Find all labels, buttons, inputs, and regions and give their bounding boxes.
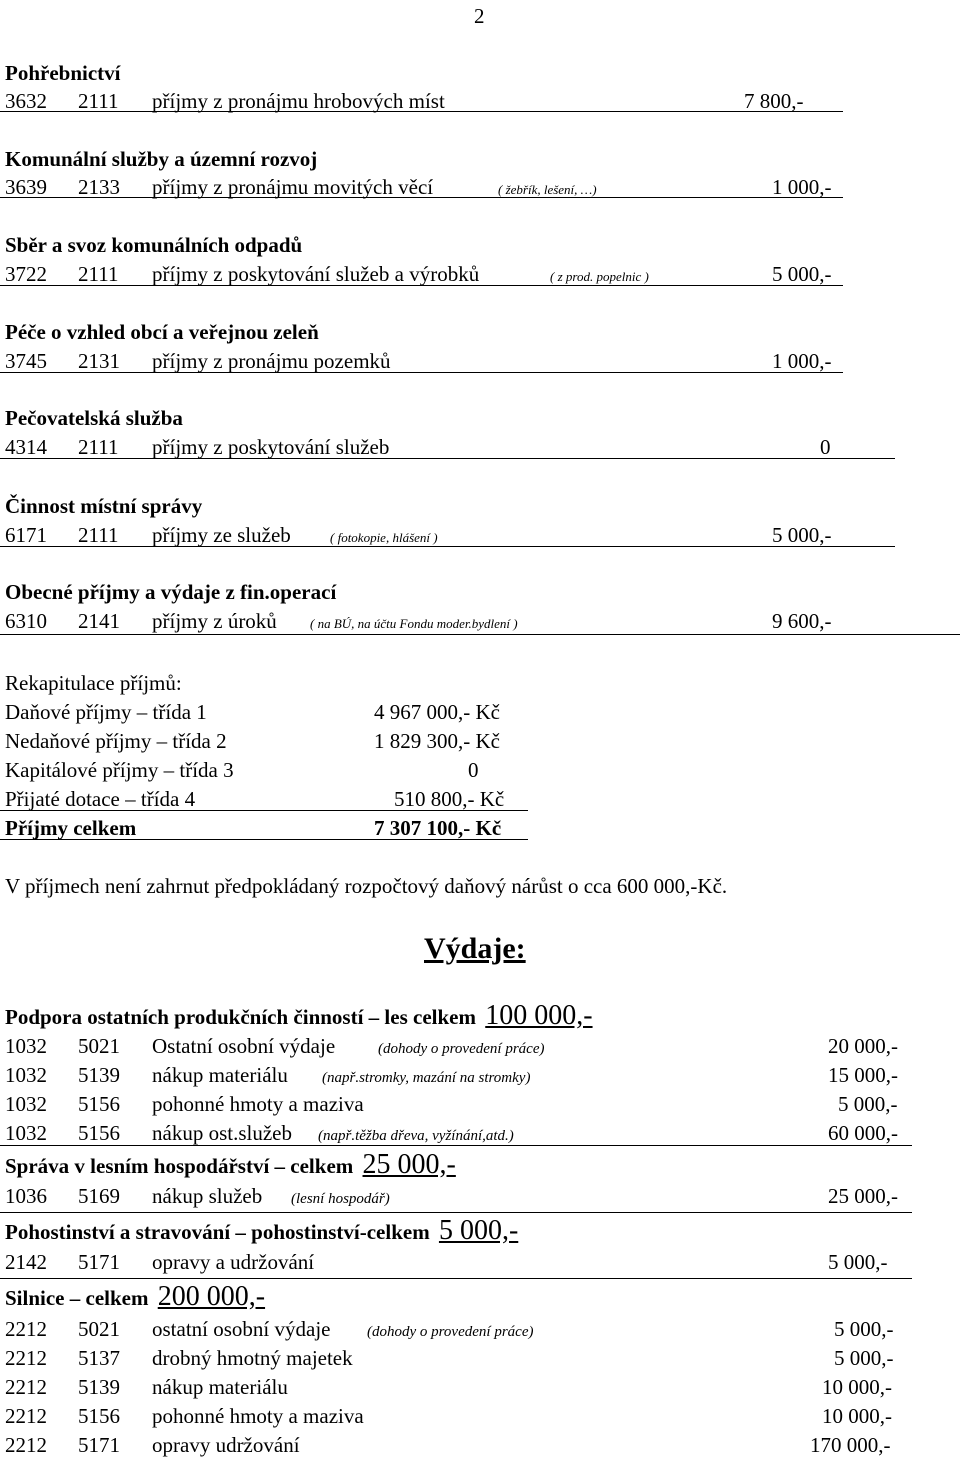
item-text: příjmy z úroků [152,609,277,633]
expense-row [0,1317,960,1341]
item-note: (lesní hospodář) [291,1191,390,1207]
item-text: příjmy z pronájmu pozemků [152,349,391,373]
page-number: 2 [474,4,485,28]
income-row [0,349,960,373]
divider [0,285,843,286]
recap-amount: 4 967 000,- Kč [374,700,500,724]
item-amount: 0 [820,435,831,459]
expense-row [0,1375,960,1399]
item-text: drobný hmotný majetek [152,1346,353,1370]
paragraph-code: 1032 [5,1034,47,1058]
divider [0,634,960,635]
paragraph-code: 2212 [5,1404,47,1428]
item-code: 5156 [78,1092,120,1116]
item-note: (např.stromky, mazání na stromky) [322,1070,531,1086]
recap-note: V příjmech není zahrnut předpokládaný rozpočtový daňový nárůst o cca 600 000,-Kč. [5,874,728,898]
item-note: ( fotokopie, hlášení ) [330,530,438,545]
item-text: Ostatní osobní výdaje [152,1034,336,1058]
recap-amount: 1 829 300,- Kč [374,729,500,753]
section-title: Komunální služby a územní rozvoj [5,147,318,171]
recap-amount: 510 800,- Kč [394,787,505,811]
section-title: Činnost místní správy [5,494,203,518]
item-amount: 5 000,- [772,262,832,286]
expenses-heading: Výdaje: [424,932,526,965]
item-amount: 7 800,- [744,89,804,113]
item-text: pohonné hmoty a maziva [152,1404,364,1428]
paragraph-code: 4314 [5,435,47,459]
recap-heading: Rekapitulace příjmů: [5,671,182,695]
item-code: 5139 [78,1375,120,1399]
section-title-text: Správa v lesním hospodářství – celkem [5,1154,354,1178]
item-amount: 5 000,- [772,523,832,547]
divider [0,810,528,811]
recap-row [0,729,960,753]
item-code: 5021 [78,1317,120,1341]
section-title: Péče o vzhled obcí a veřejnou zeleň [5,320,319,344]
item-code: 5171 [78,1433,120,1457]
recap-label: Daňové příjmy – třída 1 [5,700,207,724]
paragraph-code: 2212 [5,1433,47,1457]
expense-section-title [5,1215,519,1246]
paragraph-code: 3745 [5,349,47,373]
divider [0,839,528,840]
expense-row [0,1250,960,1274]
item-code: 5156 [78,1404,120,1428]
expense-row [0,1346,960,1370]
item-code: 2111 [78,262,119,286]
paragraph-code: 6310 [5,609,47,633]
recap-label: Přijaté dotace – třída 4 [5,787,196,811]
section-total: 100 000,- [485,1000,593,1031]
income-row [0,175,960,199]
item-code: 2111 [78,89,119,113]
section-title: Pohřebnictví [5,61,121,85]
item-code: 5021 [78,1034,120,1058]
item-text: příjmy z pronájmu hrobových míst [152,89,445,113]
divider [0,372,843,373]
item-code: 5137 [78,1346,120,1370]
paragraph-code: 1032 [5,1092,47,1116]
income-row [0,89,960,113]
item-code: 5139 [78,1063,120,1087]
paragraph-code: 2212 [5,1375,47,1399]
paragraph-code: 2142 [5,1250,47,1274]
item-text: příjmy ze služeb [152,523,291,547]
paragraph-code: 6171 [5,523,47,547]
paragraph-code: 2212 [5,1346,47,1370]
paragraph-code: 3632 [5,89,47,113]
recap-row [0,758,960,782]
item-text: nákup ost.služeb [152,1121,292,1145]
item-code: 5171 [78,1250,120,1274]
expense-section-title [5,1000,593,1031]
section-title: Pečovatelská služba [5,406,183,430]
item-text: nákup materiálu [152,1375,288,1399]
item-note: ( žebřík, lešení, …) [498,182,597,197]
item-note: ( z prod. popelnic ) [550,269,649,284]
recap-label: Kapitálové příjmy – třída 3 [5,758,234,782]
paragraph-code: 1036 [5,1184,47,1208]
expense-section-title [5,1281,266,1312]
item-amount: 20 000,- [828,1034,898,1058]
item-code: 2141 [78,609,120,633]
item-text: ostatní osobní výdaje [152,1317,331,1341]
income-row [0,435,960,459]
item-text: příjmy z pronájmu movitých věcí [152,175,434,199]
recap-label: Příjmy celkem [5,816,137,840]
expense-section-title [5,1149,456,1180]
divider [0,1145,912,1146]
item-amount: 5 000,- [834,1317,894,1341]
item-amount: 5 000,- [828,1250,888,1274]
item-amount: 10 000,- [822,1404,892,1428]
recap-amount: 7 307 100,- Kč [374,816,502,840]
divider [0,458,895,459]
section-title-text: Pohostinství a stravování – pohostinství-celkem [5,1220,430,1244]
item-text: opravy udržování [152,1433,300,1457]
divider [0,546,895,547]
divider [0,1278,912,1279]
item-amount: 10 000,- [822,1375,892,1399]
section-title: Obecné příjmy a výdaje z fin.operací [5,580,337,604]
paragraph-code: 3639 [5,175,47,199]
income-row [0,523,960,547]
item-amount: 170 000,- [810,1433,891,1457]
item-note: (např.těžba dřeva, vyžínání,atd.) [318,1128,514,1144]
item-code: 2133 [78,175,120,199]
recap-row [0,700,960,724]
item-note: (dohody o provedení práce) [378,1041,545,1057]
expense-row [0,1121,960,1145]
item-text: nákup služeb [152,1184,263,1208]
section-total: 5 000,- [438,1215,519,1246]
recap-total-row [0,816,960,840]
section-title: Sběr a svoz komunálních odpadů [5,233,303,257]
divider [0,197,843,198]
item-amount: 5 000,- [834,1346,894,1370]
item-text: nákup materiálu [152,1063,288,1087]
section-title-text: Silnice – celkem [5,1286,149,1310]
section-title-text: Podpora ostatních produkčních činností – les celkem [5,1005,476,1029]
expense-row [0,1404,960,1428]
item-amount: 1 000,- [772,175,832,199]
divider [0,1212,912,1213]
expense-row [0,1092,960,1116]
item-amount: 25 000,- [828,1184,898,1208]
item-code: 5169 [78,1184,120,1208]
paragraph-code: 3722 [5,262,47,286]
item-note: ( na BÚ, na účtu Fondu moder.bydlení ) [310,616,518,631]
item-amount: 60 000,- [828,1121,898,1145]
expense-row [0,1063,960,1087]
item-text: příjmy z poskytování služeb [152,435,390,459]
paragraph-code: 2212 [5,1317,47,1341]
expense-row [0,1184,960,1208]
item-code: 2111 [78,523,119,547]
item-text: příjmy z poskytování služeb a výrobků [152,262,480,286]
income-row [0,262,960,286]
income-row [0,609,960,633]
item-amount: 9 600,- [772,609,832,633]
item-amount: 15 000,- [828,1063,898,1087]
recap-label: Nedaňové příjmy – třída 2 [5,729,227,753]
section-total: 200 000,- [157,1281,266,1312]
paragraph-code: 1032 [5,1063,47,1087]
item-amount: 1 000,- [772,349,832,373]
divider [0,111,843,112]
recap-amount: 0 [468,758,479,782]
item-code: 2131 [78,349,120,373]
paragraph-code: 1032 [5,1121,47,1145]
recap-row [0,787,960,811]
expense-row [0,1034,960,1058]
item-code: 2111 [78,435,119,459]
item-code: 5156 [78,1121,120,1145]
expense-row [0,1433,960,1457]
item-note: (dohody o provedení práce) [367,1324,534,1340]
item-amount: 5 000,- [838,1092,898,1116]
item-text: pohonné hmoty a maziva [152,1092,364,1116]
section-total: 25 000,- [362,1149,456,1180]
item-text: opravy a udržování [152,1250,315,1274]
